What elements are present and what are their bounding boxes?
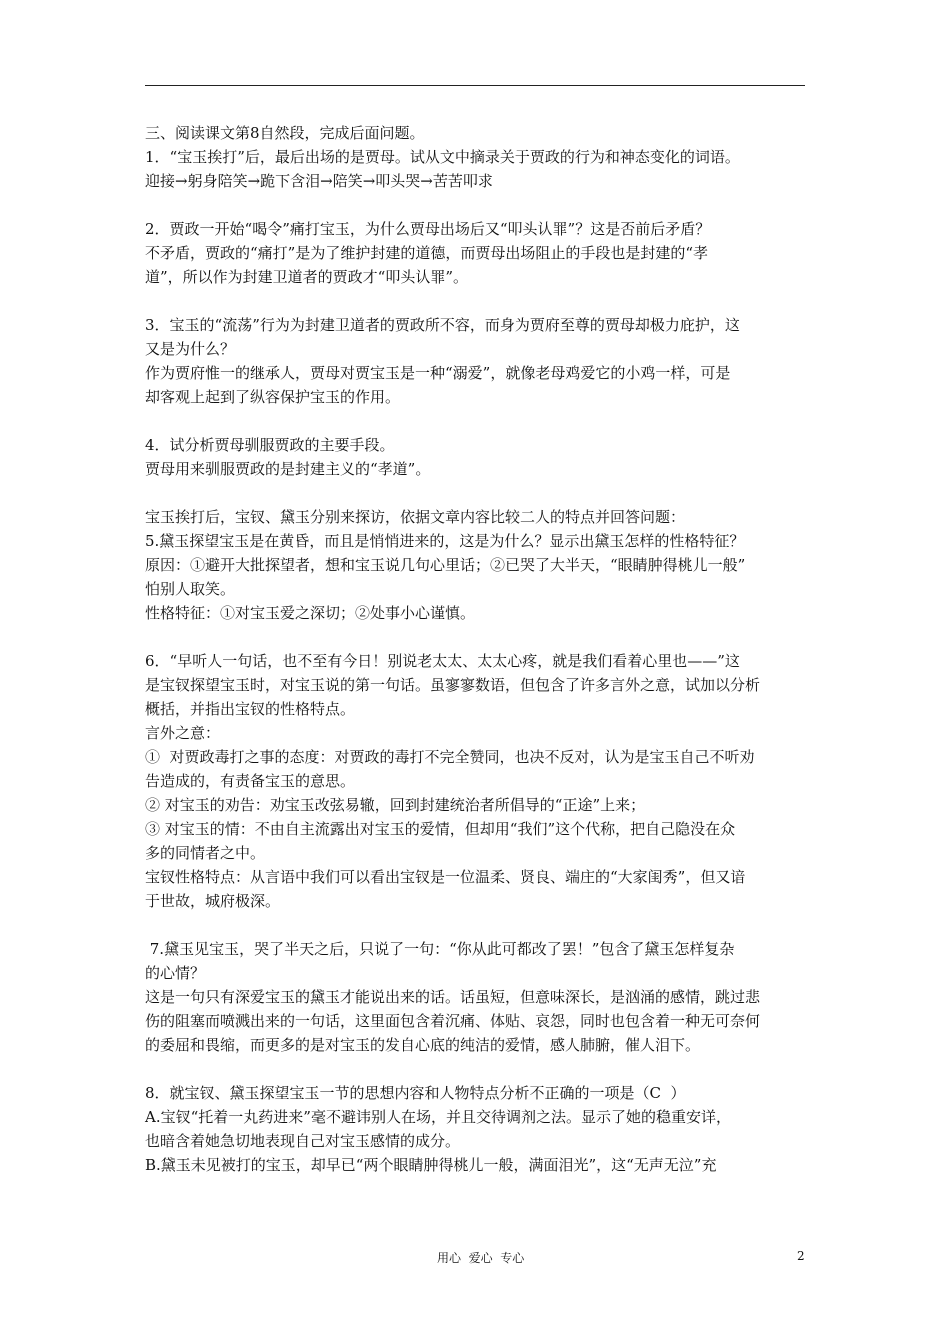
document-body	[145, 121, 810, 1177]
text-line: 这是一句只有深爱宝玉的黛玉才能说出来的话。话虽短，但意味深长，是汹涌的感情，跳过悲	[145, 988, 761, 1006]
text-line: 1．“宝玉挨打”后，最后出场的是贾母。试从文中摘录关于贾政的行为和神态变化的词语。	[145, 148, 740, 166]
text-line: 是宝钗探望宝玉时，对宝玉说的第一句话。虽寥寥数语，但包含了许多言外之意，试加以分析	[145, 676, 761, 694]
text-line: 宝钗性格特点：从言语中我们可以看出宝钗是一位温柔、贤良、端庄的“大家闺秀”，但又谙	[145, 868, 746, 886]
question-block	[145, 121, 810, 193]
question-block	[145, 433, 810, 481]
text-line: 怕别人取笑。	[145, 580, 236, 598]
question-block	[145, 505, 810, 625]
text-line: 4．试分析贾母驯服贾政的主要手段。	[145, 436, 395, 454]
question-block	[145, 217, 810, 289]
text-line: 8．就宝钗、黛玉探望宝玉一节的思想内容和人物特点分析不正确的一项是（C ）	[145, 1084, 686, 1102]
paragraph-gap	[145, 289, 810, 313]
text-line: 7.黛玉见宝玉，哭了半天之后，只说了一句：“你从此可都改了罢！”包含了黛玉怎样复杂	[145, 940, 735, 958]
footer-motto: 用心 爱心 专心	[437, 1251, 525, 1265]
text-line: 的委屈和畏缩，而更多的是对宝玉的发自心底的纯洁的爱情，感人肺腑，催人泪下。	[145, 1036, 701, 1054]
text-line: ① 对贾政毒打之事的态度：对贾政的毒打不完全赞同，也决不反对，认为是宝玉自己不听劝	[145, 748, 755, 766]
text-line: 伤的阻塞而喷溅出来的一句话，这里面包含着沉痛、体贴、哀怨，同时也包含着一种无可奈何	[145, 1012, 761, 1030]
text-line: 却客观上起到了纵容保护宝玉的作用。	[145, 388, 401, 406]
paragraph-gap	[145, 409, 810, 433]
question-block	[145, 1081, 810, 1177]
text-line: 2．贾政一开始“喝令”痛打宝玉，为什么贾母出场后又“叩头认罪”？这是否前后矛盾？	[145, 220, 711, 238]
page-number: 2	[797, 1249, 805, 1263]
text-line: 性格特征：①对宝玉爱之深切；②处事小心谨慎。	[145, 604, 476, 622]
paragraph-gap	[145, 625, 810, 649]
text-line: 言外之意：	[145, 724, 221, 742]
text-line: ② 对宝玉的劝告：劝宝玉改弦易辙，回到封建统治者所倡导的“正途”上来；	[145, 796, 646, 814]
text-line: 贾母用来驯服贾政的是封建主义的“孝道”。	[145, 460, 431, 478]
text-line: 5.黛玉探望宝玉是在黄昏，而且是悄悄进来的，这是为什么？显示出黛玉怎样的性格特征？	[145, 532, 745, 550]
text-line: 不矛盾，贾政的“痛打”是为了维护封建的道德，而贾母出场阻止的手段也是封建的“孝	[145, 244, 709, 262]
text-line: 概括，并指出宝钗的性格特点。	[145, 700, 356, 718]
text-line: 于世故，城府极深。	[145, 892, 281, 910]
text-line: 三、阅读课文第8自然段，完成后面问题。	[145, 124, 425, 142]
text-line: 又是为什么？	[145, 340, 236, 358]
paragraph-gap	[145, 481, 810, 505]
text-line: 6．“早听人一句话，也不至有今日！别说老太太、太太心疼，就是我们看着心里也——”这	[145, 652, 740, 670]
text-line: 告造成的，有责备宝玉的意思。	[145, 772, 356, 790]
paragraph-gap	[145, 1057, 810, 1081]
text-line: B.黛玉未见被打的宝玉，却早已“两个眼睛肿得桃儿一般，满面泪光”，这“无声无泣”充	[145, 1156, 717, 1174]
text-line: 道”，所以作为封建卫道者的贾政才“叩头认罪”。	[145, 268, 469, 286]
text-line: 多的同情者之中。	[145, 844, 266, 862]
text-line: 3．宝玉的“流荡”行为为封建卫道者的贾政所不容，而身为贾府至尊的贾母却极力庇护，这	[145, 316, 740, 334]
paragraph-gap	[145, 193, 810, 217]
paragraph-gap	[145, 913, 810, 937]
question-block	[145, 937, 810, 1057]
text-line: ③ 对宝玉的情：不由自主流露出对宝玉的爱情，但却用“我们”这个代称，把自己隐没在众	[145, 820, 736, 838]
question-block	[145, 649, 810, 913]
text-line: 也暗含着她急切地表现自己对宝玉感情的成分。	[145, 1132, 461, 1150]
text-line: A.宝钗“托着一丸药进来”毫不避讳别人在场，并且交待调剂之法。显示了她的稳重安详，	[145, 1108, 731, 1126]
question-block	[145, 313, 810, 409]
text-line: 迎接→躬身陪笑→跪下含泪→陪笑→叩头哭→苦苦叩求	[145, 172, 493, 190]
text-line: 的心情？	[145, 964, 206, 982]
text-line: 作为贾府惟一的继承人，贾母对贾宝玉是一种“溺爱”，就像老母鸡爱它的小鸡一样，可是	[145, 364, 731, 382]
text-line: 宝玉挨打后，宝钗、黛玉分别来探访，依据文章内容比较二人的特点并回答问题：	[145, 508, 686, 526]
text-line: 原因：①避开大批探望者，想和宝玉说几句心里话；②已哭了大半天，“眼睛肿得桃儿一般”	[145, 556, 746, 574]
header-rule	[145, 85, 805, 86]
